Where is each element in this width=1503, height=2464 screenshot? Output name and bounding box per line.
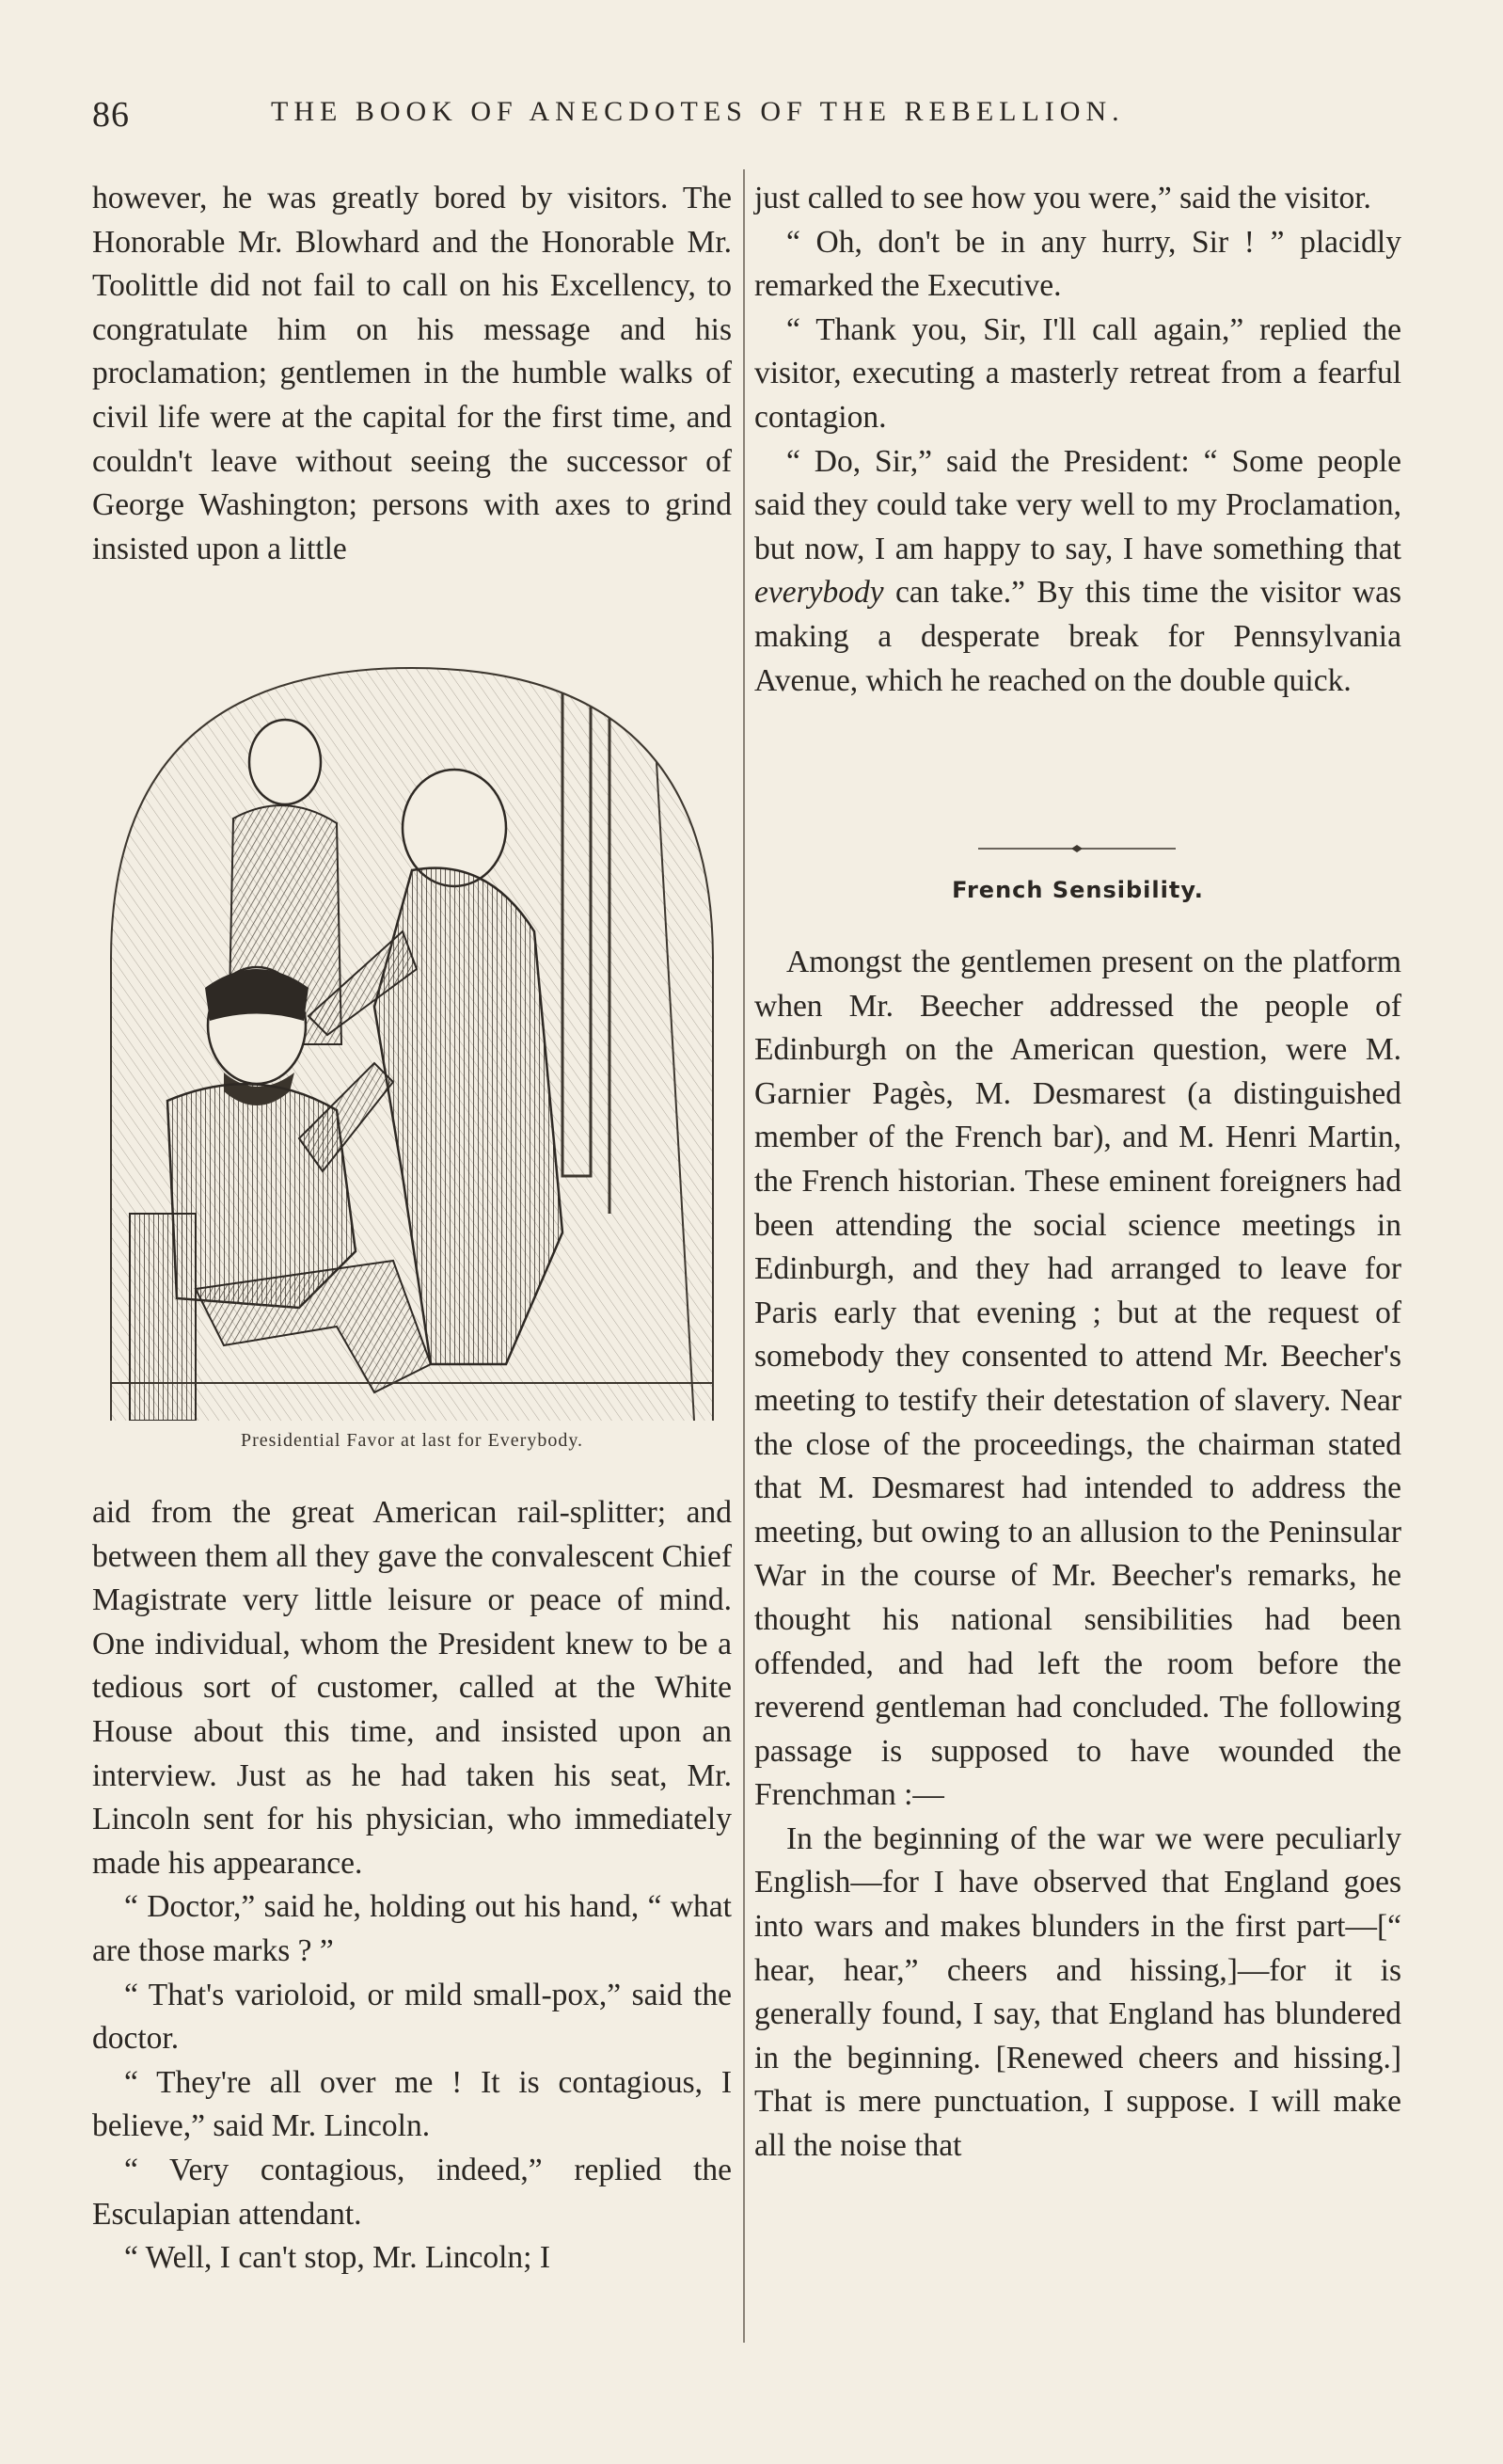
- paragraph: In the beginning of the war we were peculiarly English—for I have observed that England goes into wars and makes blunders in the first part—[“ hear, hear,” cheers and hissing,]—for it is generally found, I say, that England has blundered in the beginning. [Renewed cheers and hissing.] That is mere punctuation, I suppose. I will make all the noise that: [754, 1820, 1401, 2164]
- paragraph: “ Very contagious, indeed,” replied the Esculapian attendant.: [92, 2152, 732, 2232]
- paragraph: Amongst the gentlemen present on the platform when Mr. Beecher addressed the people of Edinburgh on the American question, were M. Garnier Pagès, M. Desmarest (a distinguished member of the French bar), and M. Henri Martin, the French historian. These eminent foreigners had been attending the social science meetings in Edinburgh, and they had arranged to leave for Paris early that evening ; but at the request of somebody they consented to attend Mr. Beecher's meeting to testify their detestation of slavery. Near the close of the proceedings, the chairman stated that M. Desmarest had intended to address the meeting, but owing to an allusion to the Peninsular War in the course of Mr. Beecher's remarks, he thought his national sensibilities had been offended, and had left the room before the reverend gentleman had concluded. The following passage is supposed to have wounded the Frenchman :—: [754, 945, 1401, 1813]
- left-column-bottom: [92, 1491, 732, 2281]
- left-column-top: [92, 177, 732, 571]
- page-number: 86: [92, 95, 130, 135]
- column-divider: [743, 169, 745, 2343]
- paragraph: “ Thank you, Sir, I'll call again,” replied the visitor, executing a masterly retreat from a fearful contagion.: [754, 311, 1401, 435]
- illustration-caption: Presidential Favor at last for Everybody.: [240, 1430, 584, 1451]
- running-title: THE BOOK OF ANECDOTES OF THE REBELLION.: [271, 96, 1125, 127]
- right-column-bottom: [754, 941, 1401, 2169]
- engraving-president-and-physician-icon: [92, 649, 732, 1421]
- paragraph: “ Doctor,” said he, holding out his hand, “ what are those marks ? ”: [92, 1889, 732, 1968]
- paragraph: [754, 440, 1401, 704]
- page-header: [0, 94, 1503, 139]
- emphasis-word: everybody: [754, 575, 884, 611]
- paragraph: aid from the great American rail-splitter; and between them all they gave the convalescent Chief Magistrate very little leisure or peace of mind. One individual, whom the President knew to be a tedious sort of customer, called at the White House about this time, and insisted upon an interview. Just as he had taken his seat, Mr. Lincoln sent for his physician, who immediately made his appearance.: [92, 1495, 732, 1881]
- paragraph: “ Oh, don't be in any hurry, Sir ! ” placidly remarked the Executive.: [754, 224, 1401, 304]
- paragraph: just called to see how you were,” said the visitor.: [754, 181, 1371, 215]
- paragraph: “ That's varioloid, or mild small-pox,” said the doctor.: [92, 1977, 732, 2057]
- paragraph: “ Well, I can't stop, Mr. Lincoln; I: [124, 2240, 551, 2276]
- right-column-top: [754, 177, 1401, 703]
- text-span: “ Do, Sir,” said the President: “ Some people said they could take very well to my Proclamation, but now, I am happy to say, I have something that: [754, 443, 1401, 566]
- paragraph: however, he was greatly bored by visitors. The Honorable Mr. Blowhard and the Honorable Mr. Toolittle did not fail to call on his Excellency, to congratulate him on his message and his proclamation; gentlemen in the humble walks of civil life were at the capital for the first time, and couldn't leave without seeing the successor of George Washington; persons with axes to grind insisted upon a little: [92, 181, 732, 566]
- paragraph: “ They're all over me ! It is contagious, I believe,” said Mr. Lincoln.: [92, 2064, 732, 2144]
- section-heading: French Sensibility.: [952, 877, 1204, 903]
- text-span: can take.” By this time the visitor was making a desperate break for Pennsylvania Avenue, which he reached on the double quick.: [754, 575, 1402, 698]
- illustration: [92, 649, 732, 1468]
- section-divider: [978, 843, 1176, 854]
